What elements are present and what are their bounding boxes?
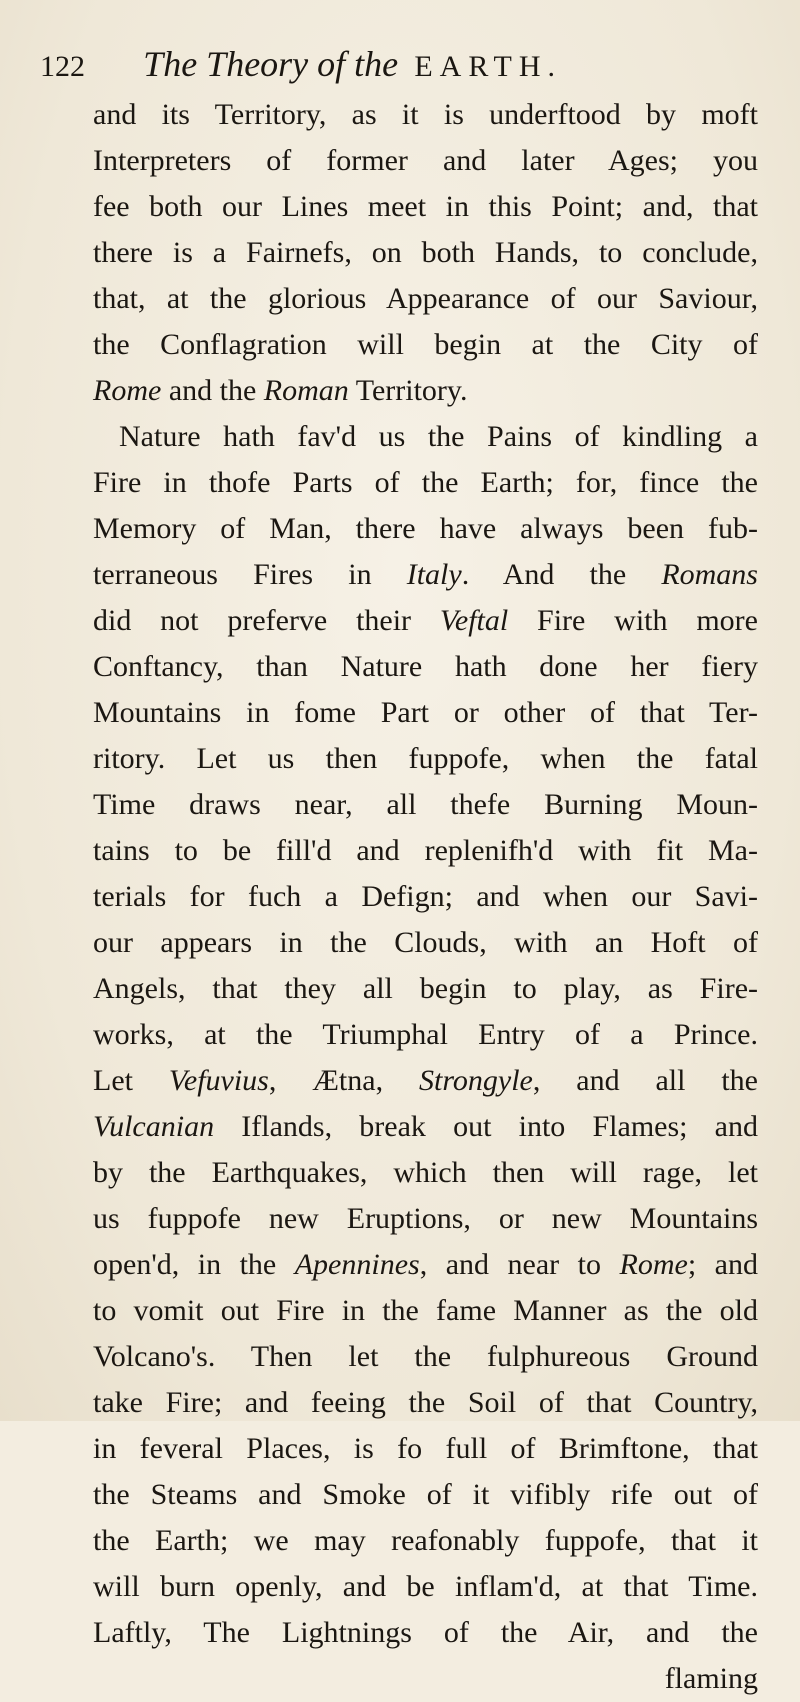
text-line: take Fire; and feeing the Soil of that Country, [93,1386,758,1419]
text-line: Vulcanian Iflands, break out into Flames; and [93,1110,758,1143]
text-line: the Earth; we may reafonably fuppofe, that it [93,1524,758,1557]
text-line: and its Territory, as it is underftood by moft [93,98,758,131]
text-line: works, at the Triumphal Entry of a Prince. [93,1018,758,1051]
text-line: terraneous Fires in Italy. And the Romans [93,558,758,591]
text-line: Fire in thofe Parts of the Earth; for, fince the [93,466,758,499]
text-line: Mountains in fome Part or other of that Ter- [93,696,758,729]
catchword: flaming [664,1662,758,1695]
text-line: the Conflagration will begin at the City of [93,328,758,361]
text-line: Rome and the Roman Territory. [93,374,468,407]
text-line: that, at the glorious Appearance of our Saviour, [93,282,758,315]
running-head-title-caps: EARTH. [414,50,563,83]
text-line: did not preferve their Veftal Fire with more [93,604,758,637]
text-line: Interpreters of former and later Ages; you [93,144,758,177]
text-line: ritory. Let us then fuppofe, when the fatal [93,742,758,775]
text-line: Conftancy, than Nature hath done her fiery [93,650,758,683]
running-head [40,40,760,88]
text-line: us fuppofe new Eruptions, or new Mountains [93,1202,758,1235]
text-line: by the Earthquakes, which then will rage, let [93,1156,758,1189]
text-line: Laftly, The Lightnings of the Air, and the [93,1616,758,1649]
page-number: 122 [40,50,85,83]
text-line: fee both our Lines meet in this Point; and, that [93,190,758,223]
running-head-title: The Theory of the [143,44,399,84]
text-line: tains to be fill'd and replenifh'd with fit Ma- [93,834,758,867]
text-line: the Steams and Smoke of it vifibly rife out of [93,1478,758,1511]
text-line: there is a Fairnefs, on both Hands, to conclude, [93,236,758,269]
text-line: Let Vefuvius, Ætna, Strongyle, and all the [93,1064,758,1097]
text-line: Volcano's. Then let the fulphureous Ground [93,1340,758,1373]
text-line: terials for fuch a Defign; and when our Savi- [93,880,758,913]
text-line: in feveral Places, is fo full of Brimftone, that [93,1432,758,1465]
body-text [93,92,758,1702]
text-line: Angels, that they all begin to play, as Fire- [93,972,758,1005]
text-line: to vomit out Fire in the fame Manner as the old [93,1294,758,1327]
text-line: Memory of Man, there have always been fub- [93,512,758,545]
text-line: will burn openly, and be inflam'd, at that Time. [93,1570,758,1603]
text-line: Nature hath fav'd us the Pains of kindling a [119,420,758,453]
text-line: Time draws near, all thefe Burning Moun- [93,788,758,821]
text-line: open'd, in the Apennines, and near to Rome; and [93,1248,758,1281]
text-line: our appears in the Clouds, with an Hoft of [93,926,758,959]
